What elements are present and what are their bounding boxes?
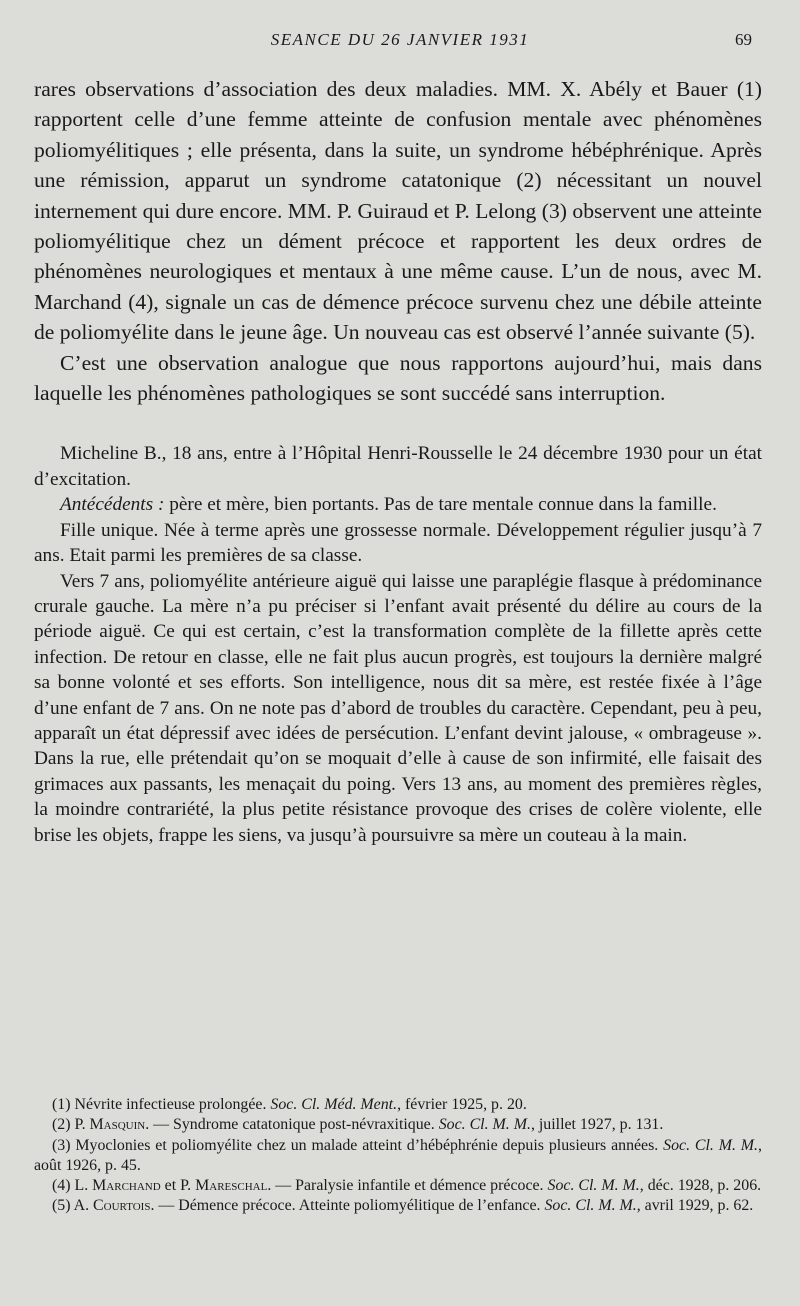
footnote-text: . — Démence précoce. Atteinte poliomyélitique de l’enfance.	[150, 1197, 545, 1215]
page-number: 69	[735, 30, 752, 49]
footnote-text: . — Syndrome catatonique post-névraxitique.	[145, 1116, 439, 1134]
footnote-author: Marchand	[92, 1177, 161, 1195]
footnote-text: , juillet 1927, p. 131.	[530, 1116, 664, 1134]
footnote-4	[34, 1176, 762, 1196]
footnote-text: (2) P.	[52, 1116, 90, 1134]
footnote-text: , août 1926, p. 45.	[34, 1136, 762, 1174]
footnote-author: Courtois	[93, 1197, 151, 1215]
case-antecedents	[34, 492, 762, 517]
footnote-5	[34, 1196, 762, 1216]
case-report	[34, 441, 762, 848]
footnote-source: Soc. Cl. M. M.	[544, 1197, 637, 1215]
footnote-source: Soc. Cl. Méd. Ment.	[270, 1096, 398, 1113]
antecedents-text: père et mère, bien portants. Pas de tare mentale connue dans la famille.	[164, 494, 717, 516]
antecedents-label: Antécédents :	[60, 494, 165, 516]
footnote-text: . — Paralysie infantile et démence précoce.	[267, 1177, 548, 1195]
footnote-author: Masquin	[89, 1116, 146, 1134]
page-header	[0, 30, 800, 60]
footnote-text: (3) Myoclonies et poliomyélite chez un malade atteint d’hébéphrénie depuis plusieurs années.	[52, 1136, 664, 1154]
footnote-source: Soc. Cl. M. M.	[663, 1136, 759, 1154]
paragraph-2: C’est une observation analogue que nous rapportons aujourd’hui, mais dans laquelle les phénomènes pathologiques se sont succédé sans interruption.	[34, 350, 762, 406]
paragraph-1: rares observations d’association des deux maladies. MM. X. Abély et Bauer (1) rapportent celle d’une femme atteinte de confusion mentale avec phénomènes poliomyélitiques ; elle présenta, dans la suite, un syndrome hébéphrénique. Après une rémission, apparut un syndrome catatonique (2) nécessitant un nouvel internement qui dure encore. MM. P. Guiraud et P. Lelong (3) observent une atteinte poliomyélitique chez un dément précoce et rapportent les deux ordres de phénomènes neurologiques et mentaux à une même cause. L’un de nous, avec M. Marchand (4), signale un cas de démence précoce survenu chez une débile atteinte de poliomyélite dans le jeune âge. Un nouveau cas est observé l’année suivante (5).	[34, 77, 762, 345]
footnote-text: , février 1925, p. 20.	[397, 1096, 527, 1113]
main-text	[34, 74, 762, 408]
footnote-text: , avril 1929, p. 62.	[636, 1197, 754, 1215]
footnote-source: Soc. Cl. M. M.	[438, 1116, 531, 1134]
footnotes	[34, 1095, 762, 1217]
body-text	[34, 74, 762, 848]
footnote-text: (5) A.	[52, 1197, 94, 1215]
footnote-text: et P.	[160, 1177, 196, 1195]
footnote-text: , déc. 1928, p. 206.	[639, 1177, 762, 1195]
running-head: SEANCE DU 26 JANVIER 1931	[270, 30, 530, 49]
footnote-1	[34, 1095, 762, 1115]
case-intro: Micheline B., 18 ans, entre à l’Hôpital Henri-Rousselle le 24 décembre 1930 pour un état d’excitation.	[34, 443, 762, 490]
footnote-3	[34, 1136, 762, 1177]
case-fille: Fille unique. Née à terme après une grossesse normale. Développement régulier jusqu’à 7 ans. Etait parmi les premières de sa classe.	[34, 519, 762, 567]
case-history: Vers 7 ans, poliomyélite antérieure aiguë qui laisse une paraplégie flasque à prédominance crurale gauche. La mère n’a pu préciser si l’enfant avait présenté du délire au cours de la période aiguë. Ce qui est certain, c’est la transformation complète de la fillette après cette infection. De retour en classe, elle ne fait plus aucun progrès, est toujours la dernière malgré sa bonne volonté et ses efforts. Son intelligence, nous dit sa mère, est restée fixée à l’âge d’une enfant de 7 ans. On ne note pas d’abord de troubles du caractère. Cependant, peu à peu, apparaît un état dépressif avec idées de persécution. L’enfant devint jalouse, « ombrageuse ». Dans la rue, elle prétendait qu’on se moquait d’elle à cause de son infirmité, elle faisait des grimaces aux passants, les menaçait du poing. Vers 13 ans, au moment des premières règles, la moindre contrariété, la plus petite résistance provoque des crises de colère violente, elle brise les objets, frappe les siens, va jusqu’à poursuivre sa mère un couteau à la main.	[34, 570, 762, 846]
footnote-2	[34, 1115, 762, 1135]
footnote-source: Soc. Cl. M. M.	[547, 1177, 640, 1195]
footnote-author: Mareschal	[195, 1177, 268, 1195]
footnote-text: (1) Névrite infectieuse prolongée.	[52, 1096, 271, 1113]
footnote-text: (4) L.	[52, 1177, 93, 1195]
